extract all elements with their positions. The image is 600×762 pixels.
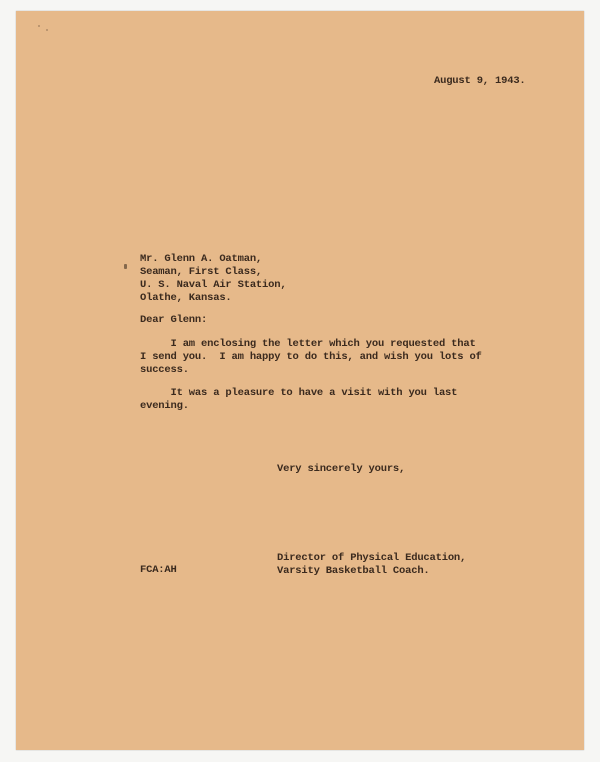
body-line: It was a pleasure to have a visit with you last: [140, 387, 458, 399]
body-line: I am enclosing the letter which you requested that: [140, 338, 476, 350]
complimentary-close: Very sincerely yours,: [277, 463, 406, 475]
recipient-line: Seaman, First Class,: [140, 266, 263, 278]
recipient-address: [140, 253, 286, 305]
letter-page: [16, 11, 584, 750]
margin-mark: [124, 264, 127, 269]
recipient-line: Mr. Glenn A. Oatman,: [140, 253, 263, 265]
recipient-line: U. S. Naval Air Station,: [140, 279, 287, 291]
body-paragraph-2: [140, 387, 457, 413]
salutation: Dear Glenn:: [140, 314, 208, 326]
title-line: Varsity Basketball Coach.: [277, 565, 430, 577]
body-line: evening.: [140, 400, 189, 412]
body-line: success.: [140, 364, 189, 376]
body-line: I send you. I am happy to do this, and wish you lots of: [140, 351, 482, 363]
paper-speck: [38, 25, 40, 27]
recipient-line: Olathe, Kansas.: [140, 292, 232, 304]
signer-title: [277, 552, 466, 578]
title-line: Director of Physical Education,: [277, 552, 467, 564]
reference-initials: FCA:AH: [140, 564, 177, 576]
paper-speck: [46, 29, 48, 31]
letter-date: August 9, 1943.: [434, 75, 526, 87]
body-paragraph-1: [140, 338, 482, 377]
